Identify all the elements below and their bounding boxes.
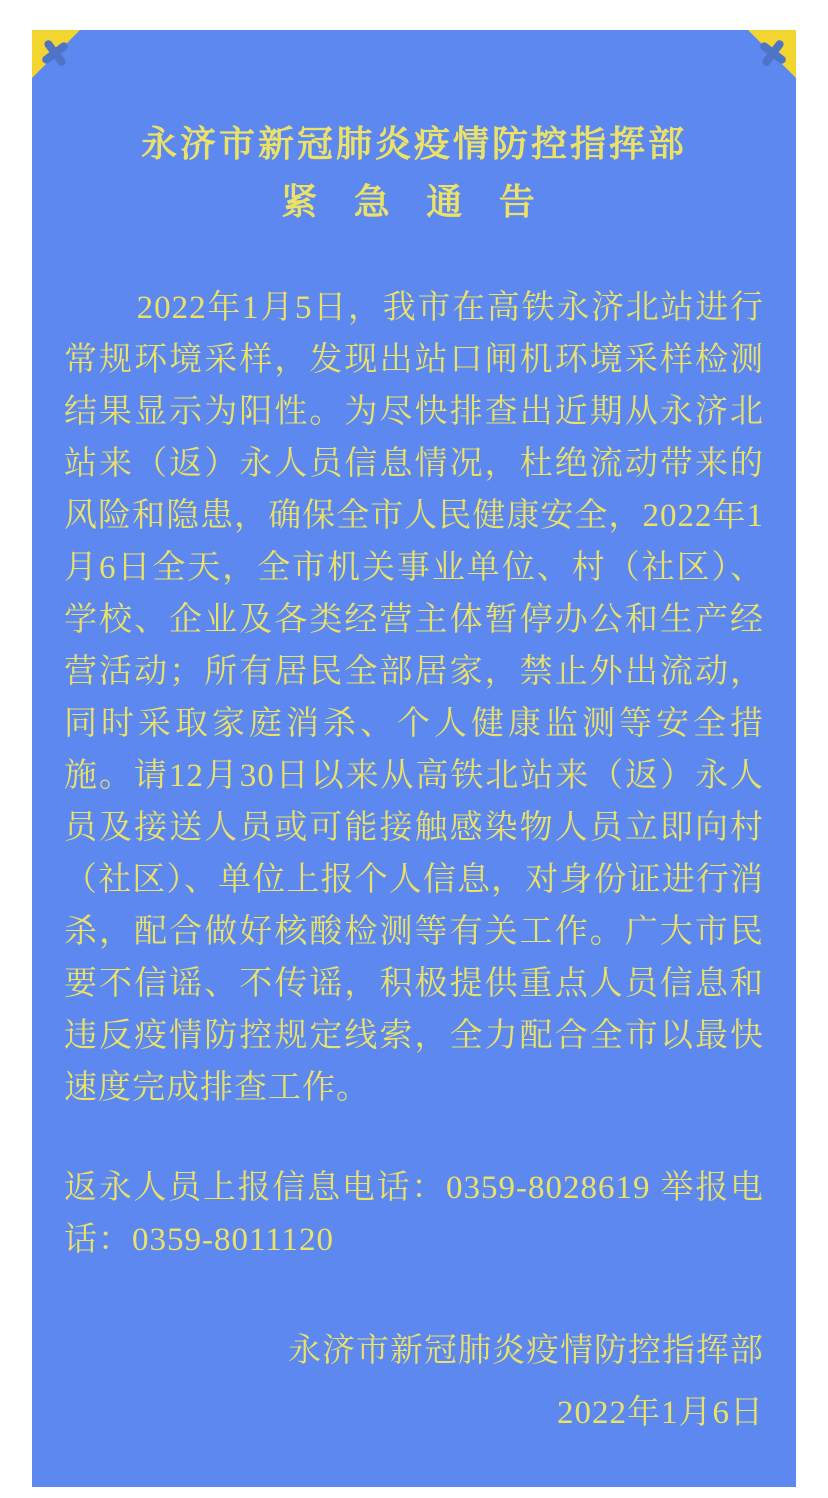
notice-poster (32, 30, 796, 1487)
notice-type-title: 紧 急 通 告 (281, 182, 547, 223)
pin-x-icon (37, 35, 73, 71)
notice-org-title: 永济市新冠肺炎疫情防控指挥部 (140, 124, 687, 165)
notice-header (64, 116, 764, 232)
signature-org: 永济市新冠肺炎疫情防控指挥部 (288, 1333, 764, 1369)
pin-x-icon (755, 35, 791, 71)
notice-footer (64, 1320, 764, 1444)
signature-date: 2022年1月6日 (557, 1395, 764, 1431)
contact-phones-paragraph: 返永人员上报信息电话：0359-8028619 举报电话：0359-8011120 (64, 1170, 764, 1258)
notice-body-paragraph: 2022年1月5日，我市在高铁永济北站进行常规环境采样，发现出站口闸机环境采样检测结果显示为阳性。为尽快排查出近期从永济北站来（返）永人员信息情况，杜绝流动带来的风险和隐患，确保全市人民健康安全，2022年1月6日全天，全市机关事业单位、村（社区）、学校、企业及各类经营主体暂停办公和生产经营活动；所有居民全部居家，禁止外出流动，同时采取家庭消杀、个人健康监测等安全措施。请12月30日以来从高铁北站来（返）永人员及接送人员或可能接触感染物人员立即向村（社区）、单位上报个人信息，对身份证进行消杀，配合做好核酸检测等有关工作。广大市民要不信谣、不传谣，积极提供重点人员信息和违反疫情防控规定线索，全力配合全市以最快速度完成排查工作。 (64, 290, 764, 1106)
